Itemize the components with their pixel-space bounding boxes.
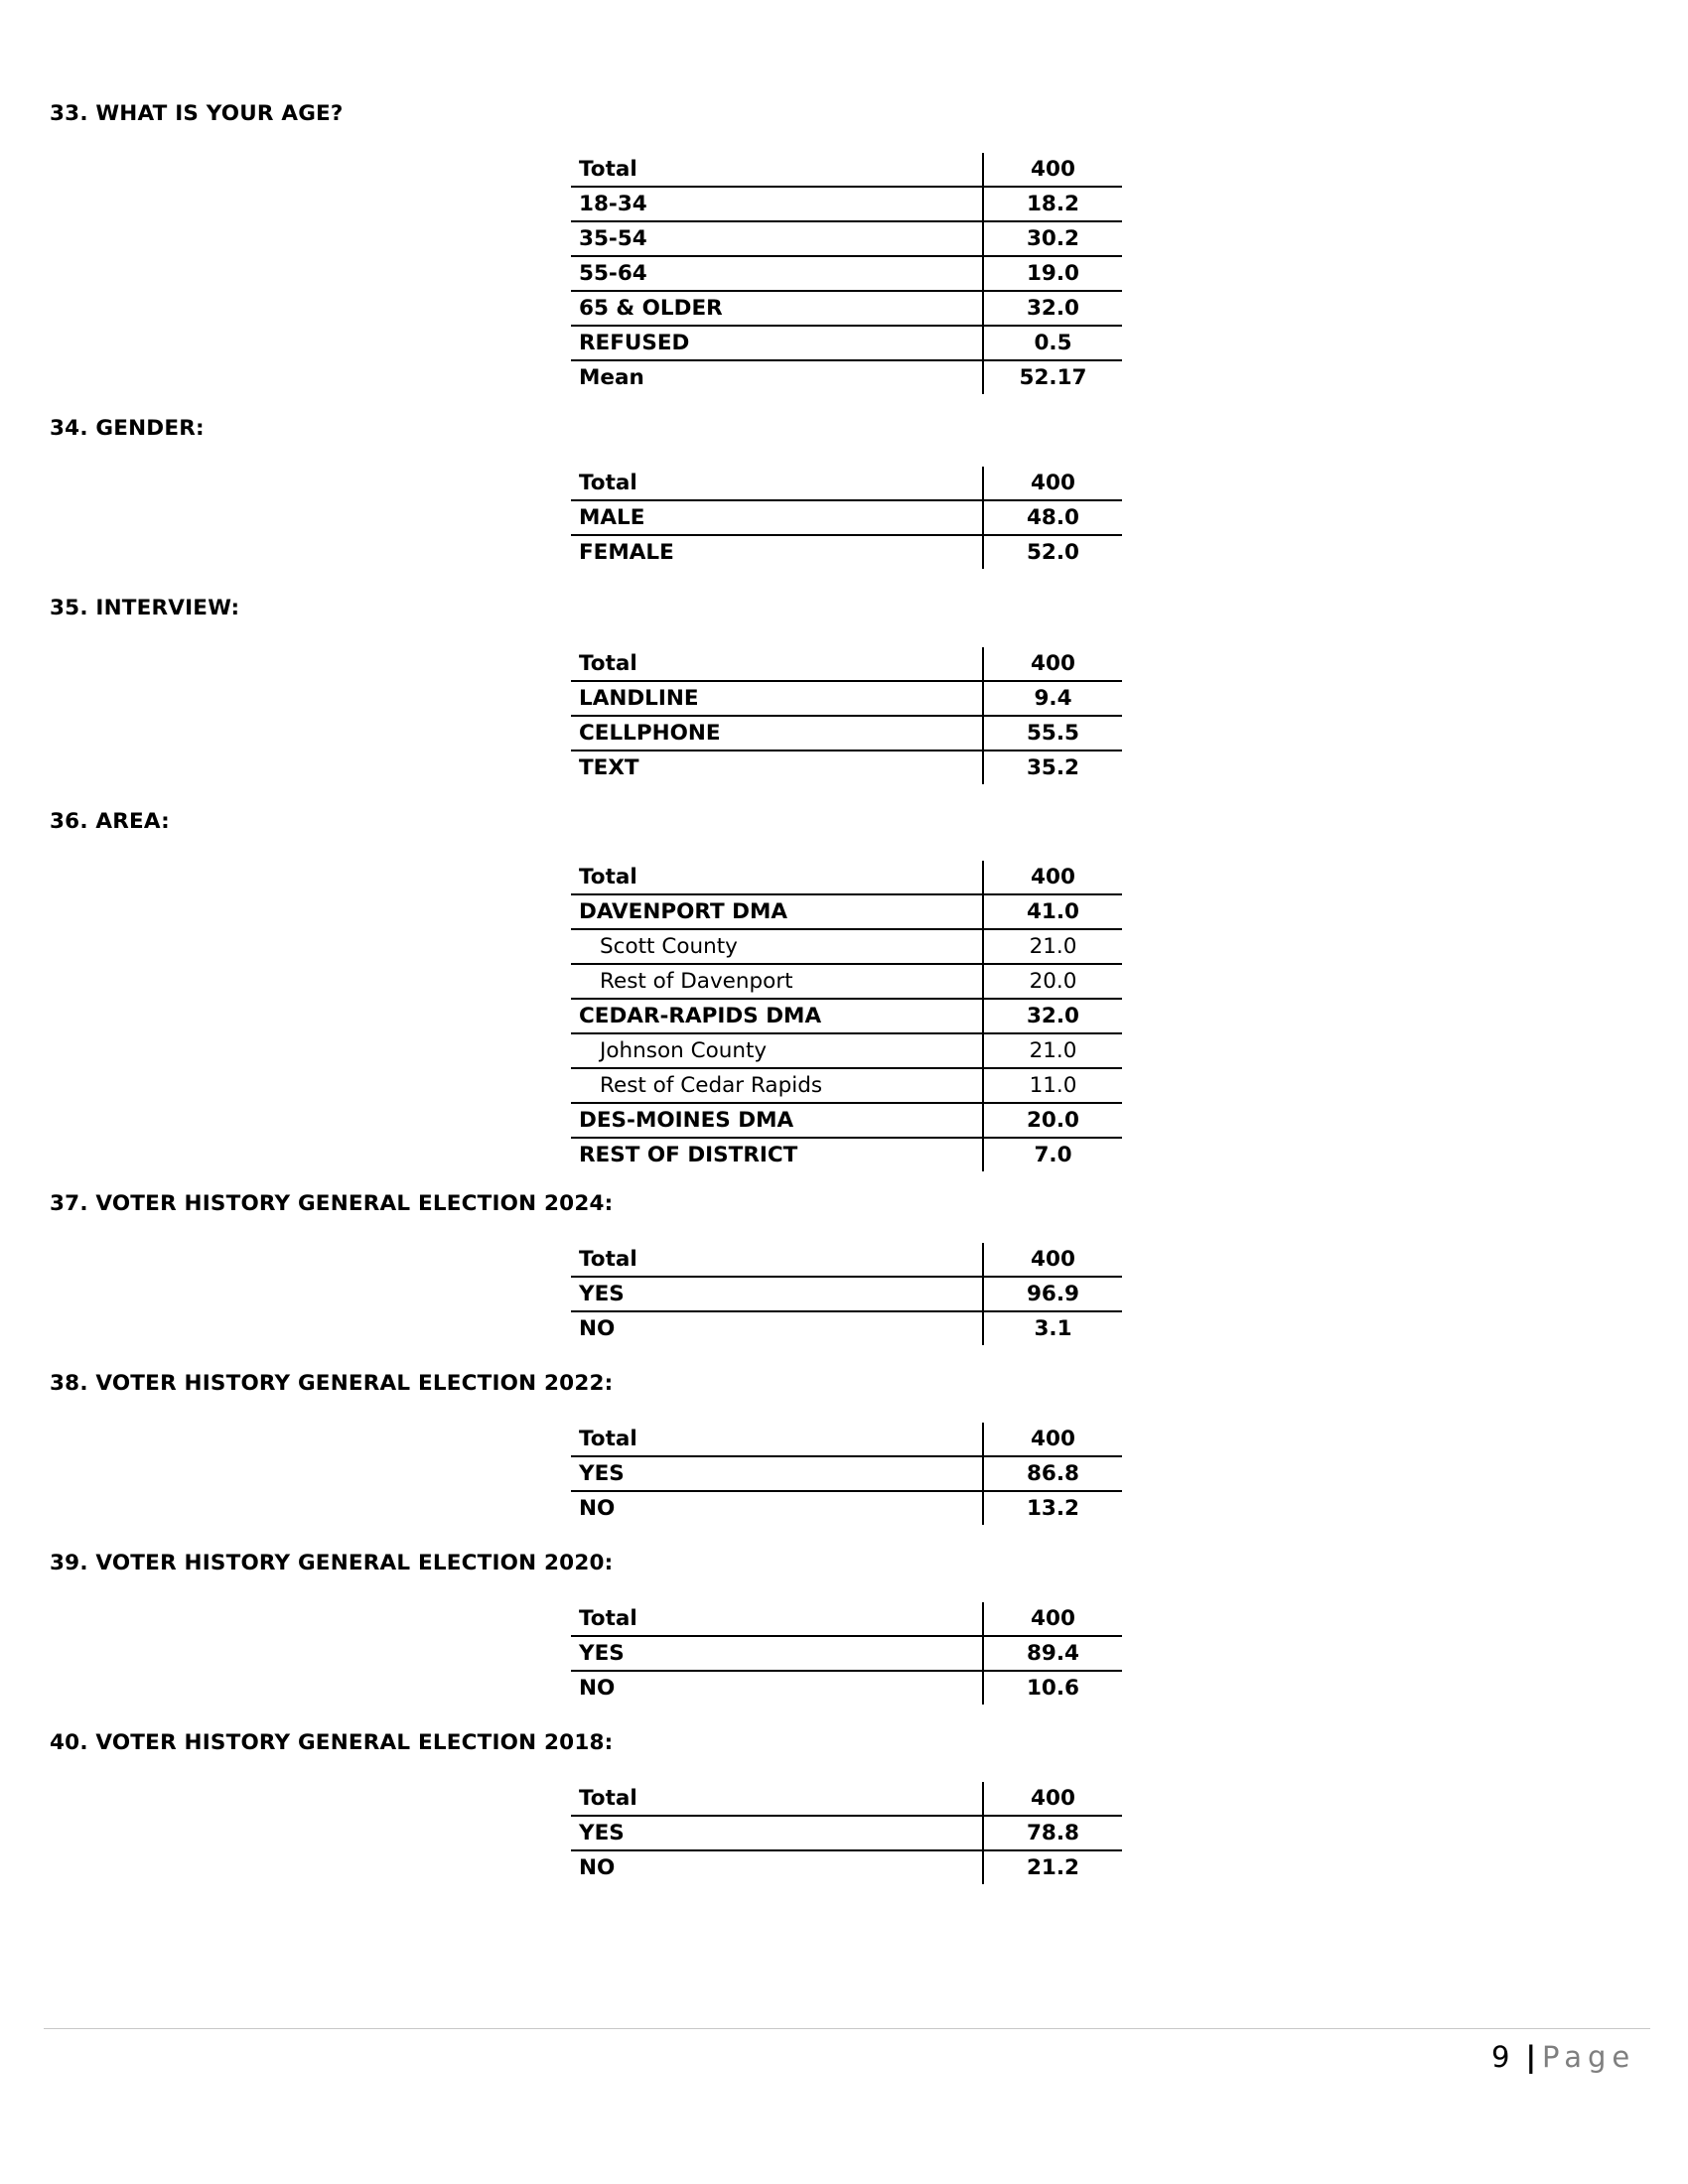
table-row	[571, 1671, 1122, 1705]
table-row	[571, 256, 1122, 291]
row-value: 89.4	[983, 1636, 1122, 1671]
row-value: 55.5	[983, 716, 1122, 751]
question-34-title: 34. GENDER:	[50, 416, 205, 441]
table-row	[571, 894, 1122, 929]
table-row	[571, 751, 1122, 784]
row-label: NO	[571, 1850, 983, 1884]
row-value: 10.6	[983, 1671, 1122, 1705]
question-38-title: 38. VOTER HISTORY GENERAL ELECTION 2022:	[50, 1371, 614, 1396]
row-value: 19.0	[983, 256, 1122, 291]
row-label: FEMALE	[571, 535, 983, 569]
table-row	[571, 999, 1122, 1033]
row-value: 3.1	[983, 1311, 1122, 1345]
row-label: 18-34	[571, 187, 983, 221]
row-label: Scott County	[571, 929, 983, 964]
footer-divider	[44, 2028, 1650, 2029]
row-value: 32.0	[983, 291, 1122, 326]
row-label: Total	[579, 865, 637, 889]
table-row	[571, 1816, 1122, 1850]
table-row	[571, 929, 1122, 964]
table-row	[571, 1033, 1122, 1068]
row-value: 96.9	[983, 1277, 1122, 1311]
row-value: 400	[983, 467, 1122, 500]
row-value: 400	[983, 1243, 1122, 1277]
question-36-table	[571, 861, 1122, 1171]
row-value: 0.5	[983, 326, 1122, 360]
row-value: 30.2	[983, 221, 1122, 256]
question-37-table	[571, 1243, 1122, 1345]
question-33-title: 33. WHAT IS YOUR AGE?	[50, 101, 344, 126]
row-label: 65 & OLDER	[571, 291, 983, 326]
question-39-table	[571, 1602, 1122, 1705]
row-value: 32.0	[983, 999, 1122, 1033]
row-label: REST OF DISTRICT	[571, 1138, 983, 1171]
table-row	[571, 221, 1122, 256]
table-row	[571, 1243, 1122, 1277]
table-row	[571, 1423, 1122, 1456]
question-36-title: 36. AREA:	[50, 809, 170, 834]
row-value: 78.8	[983, 1816, 1122, 1850]
table-row	[571, 1636, 1122, 1671]
row-label: NO	[571, 1491, 983, 1525]
row-value: 21.0	[983, 929, 1122, 964]
table-row	[571, 681, 1122, 716]
page-separator: |	[1525, 2040, 1537, 2074]
question-40-title: 40. VOTER HISTORY GENERAL ELECTION 2018:	[50, 1730, 614, 1755]
table-row	[571, 861, 1122, 894]
row-value: 41.0	[983, 894, 1122, 929]
row-value: 400	[983, 647, 1122, 681]
row-label: MALE	[571, 500, 983, 535]
row-label: NO	[571, 1311, 983, 1345]
question-33-table	[571, 153, 1122, 394]
row-value: 35.2	[983, 751, 1122, 784]
table-row	[571, 1311, 1122, 1345]
table-row	[571, 360, 1122, 394]
row-label: Total	[579, 651, 637, 676]
row-label: 35-54	[571, 221, 983, 256]
table-row	[571, 1277, 1122, 1311]
row-label: YES	[571, 1277, 983, 1311]
row-label: LANDLINE	[571, 681, 983, 716]
table-row	[571, 1068, 1122, 1103]
question-35-title: 35. INTERVIEW:	[50, 596, 240, 620]
table-row	[571, 1602, 1122, 1636]
table-row	[571, 1103, 1122, 1138]
row-label: DAVENPORT DMA	[571, 894, 983, 929]
row-label: CELLPHONE	[571, 716, 983, 751]
row-value: 400	[983, 153, 1122, 187]
table-row	[571, 647, 1122, 681]
row-label: Mean	[571, 360, 983, 394]
table-row	[571, 291, 1122, 326]
table-row	[571, 964, 1122, 999]
row-label: REFUSED	[571, 326, 983, 360]
question-38-table	[571, 1423, 1122, 1525]
table-row	[571, 326, 1122, 360]
row-value: 18.2	[983, 187, 1122, 221]
row-value: 400	[983, 1602, 1122, 1636]
row-value: 9.4	[983, 681, 1122, 716]
row-label: 55-64	[571, 256, 983, 291]
question-37-title: 37. VOTER HISTORY GENERAL ELECTION 2024:	[50, 1191, 614, 1216]
row-value: 48.0	[983, 500, 1122, 535]
row-value: 86.8	[983, 1456, 1122, 1491]
question-34-table	[571, 467, 1122, 569]
table-row	[571, 1782, 1122, 1816]
row-label: Total	[579, 471, 637, 495]
row-value: 13.2	[983, 1491, 1122, 1525]
row-label: Johnson County	[571, 1033, 983, 1068]
row-label: TEXT	[571, 751, 983, 784]
table-row	[571, 1850, 1122, 1884]
page-number: 9	[1491, 2040, 1510, 2074]
question-35-table	[571, 647, 1122, 784]
row-label: Total	[579, 1247, 637, 1272]
row-value: 21.0	[983, 1033, 1122, 1068]
table-row	[571, 1491, 1122, 1525]
table-row	[571, 1138, 1122, 1171]
row-label: Rest of Davenport	[571, 964, 983, 999]
table-row	[571, 716, 1122, 751]
row-label: NO	[571, 1671, 983, 1705]
row-label: Rest of Cedar Rapids	[571, 1068, 983, 1103]
question-40-table	[571, 1782, 1122, 1884]
row-value: 7.0	[983, 1138, 1122, 1171]
row-value: 400	[983, 1423, 1122, 1456]
row-label: YES	[571, 1816, 983, 1850]
row-label: YES	[571, 1456, 983, 1491]
table-row	[571, 187, 1122, 221]
row-label: YES	[571, 1636, 983, 1671]
row-value: 20.0	[983, 1103, 1122, 1138]
row-label: DES-MOINES DMA	[571, 1103, 983, 1138]
row-value: 52.17	[983, 360, 1122, 394]
row-label: Total	[579, 1786, 637, 1811]
table-row	[571, 500, 1122, 535]
row-label: Total	[579, 1427, 637, 1451]
row-value: 11.0	[983, 1068, 1122, 1103]
table-row	[571, 153, 1122, 187]
page-footer	[1491, 2040, 1635, 2074]
table-row	[571, 535, 1122, 569]
row-label: CEDAR-RAPIDS DMA	[571, 999, 983, 1033]
row-label: Total	[579, 1606, 637, 1631]
row-value: 400	[983, 861, 1122, 894]
row-value: 21.2	[983, 1850, 1122, 1884]
question-39-title: 39. VOTER HISTORY GENERAL ELECTION 2020:	[50, 1551, 614, 1575]
row-label: Total	[579, 157, 637, 182]
table-row	[571, 467, 1122, 500]
page-word: Page	[1542, 2040, 1636, 2074]
row-value: 400	[983, 1782, 1122, 1816]
row-value: 20.0	[983, 964, 1122, 999]
row-value: 52.0	[983, 535, 1122, 569]
table-row	[571, 1456, 1122, 1491]
